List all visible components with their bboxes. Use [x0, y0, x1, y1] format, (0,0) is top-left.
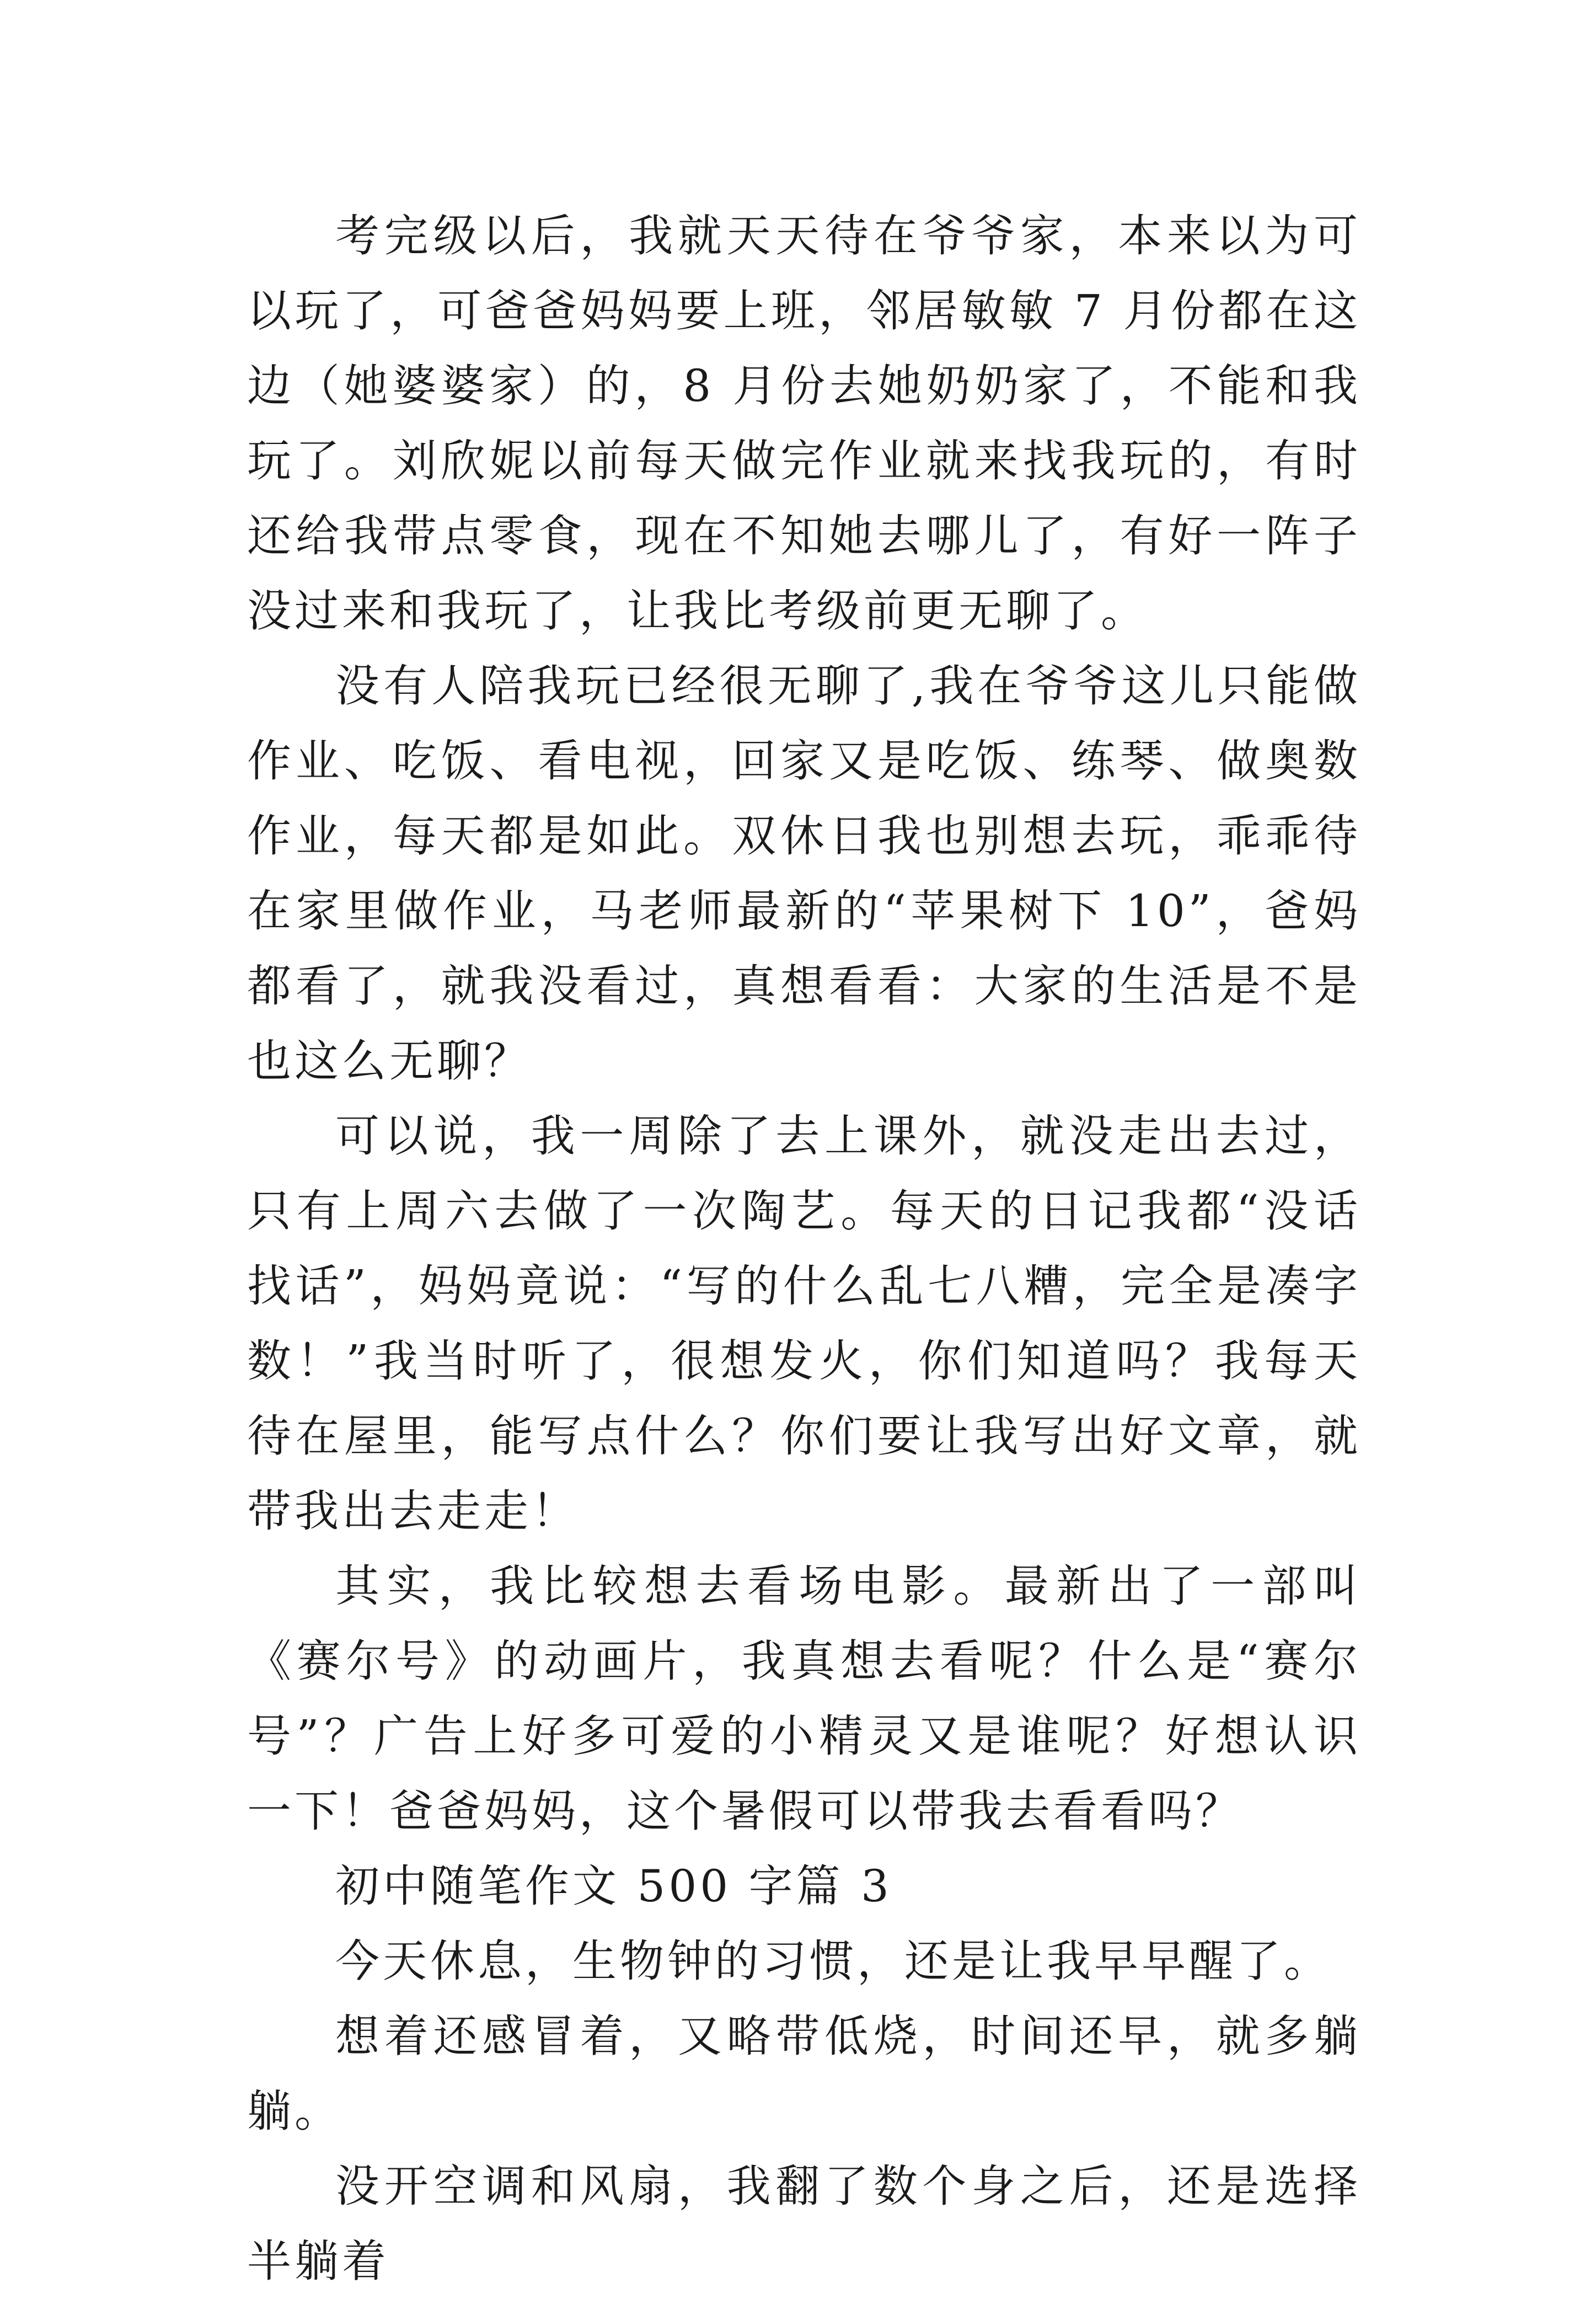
- document-body: [247, 199, 1361, 2299]
- paragraph-6: 想着还感冒着，又略带低烧，时间还早，就多躺躺。: [247, 2011, 1361, 2137]
- section-heading: 初中随笔作文 500 字篇 3: [335, 1860, 892, 1912]
- paragraph-5: 今天休息，生物钟的习惯，还是让我早早醒了。: [335, 1936, 1331, 1987]
- paragraph-4: 其实，我比较想去看场电影。最新出了一部叫《赛尔号》的动画片，我真想去看呢？什么是“赛尔号”？广告上好多可爱的小精灵又是谁呢？好想认识一下！爸爸妈妈，这个暑假可以带我去看看吗？: [247, 1560, 1361, 1837]
- paragraph-1: 考完级以后，我就天天待在爷爷家，本来以为可以玩了，可爸爸妈妈要上班，邻居敏敏 7 月份都在这边（她婆婆家）的，8 月份去她奶奶家了，不能和我玩了。刘欣妮以前每天做完作业就来找我玩的，有时还给我带点零食，现在不知她去哪儿了，有好一阵子没过来和我玩了，让我比考级前更无聊了。: [247, 210, 1361, 637]
- paragraph-7: 没开空调和风扇，我翻了数个身之后，还是选择半躺着: [247, 2161, 1361, 2287]
- paragraph-2: 没有人陪我玩已经很无聊了,我在爷爷这儿只能做作业、吃饭、看电视，回家又是吃饭、练琴、做奥数作业，每天都是如此。双休日我也别想去玩，乖乖待在家里做作业，马老师最新的“苹果树下 10”，爸妈都看了，就我没看过，真想看看：大家的生活是不是也这么无聊？: [247, 660, 1361, 1087]
- paragraph-3: 可以说，我一周除了去上课外，就没走出去过，只有上周六去做了一次陶艺。每天的日记我都“没话找话”，妈妈竟说：“写的什么乱七八糟，完全是凑字数！”我当时听了，很想发火，你们知道吗？我每天待在屋里，能写点什么？你们要让我写出好文章，就带我出去走走！: [247, 1110, 1361, 1537]
